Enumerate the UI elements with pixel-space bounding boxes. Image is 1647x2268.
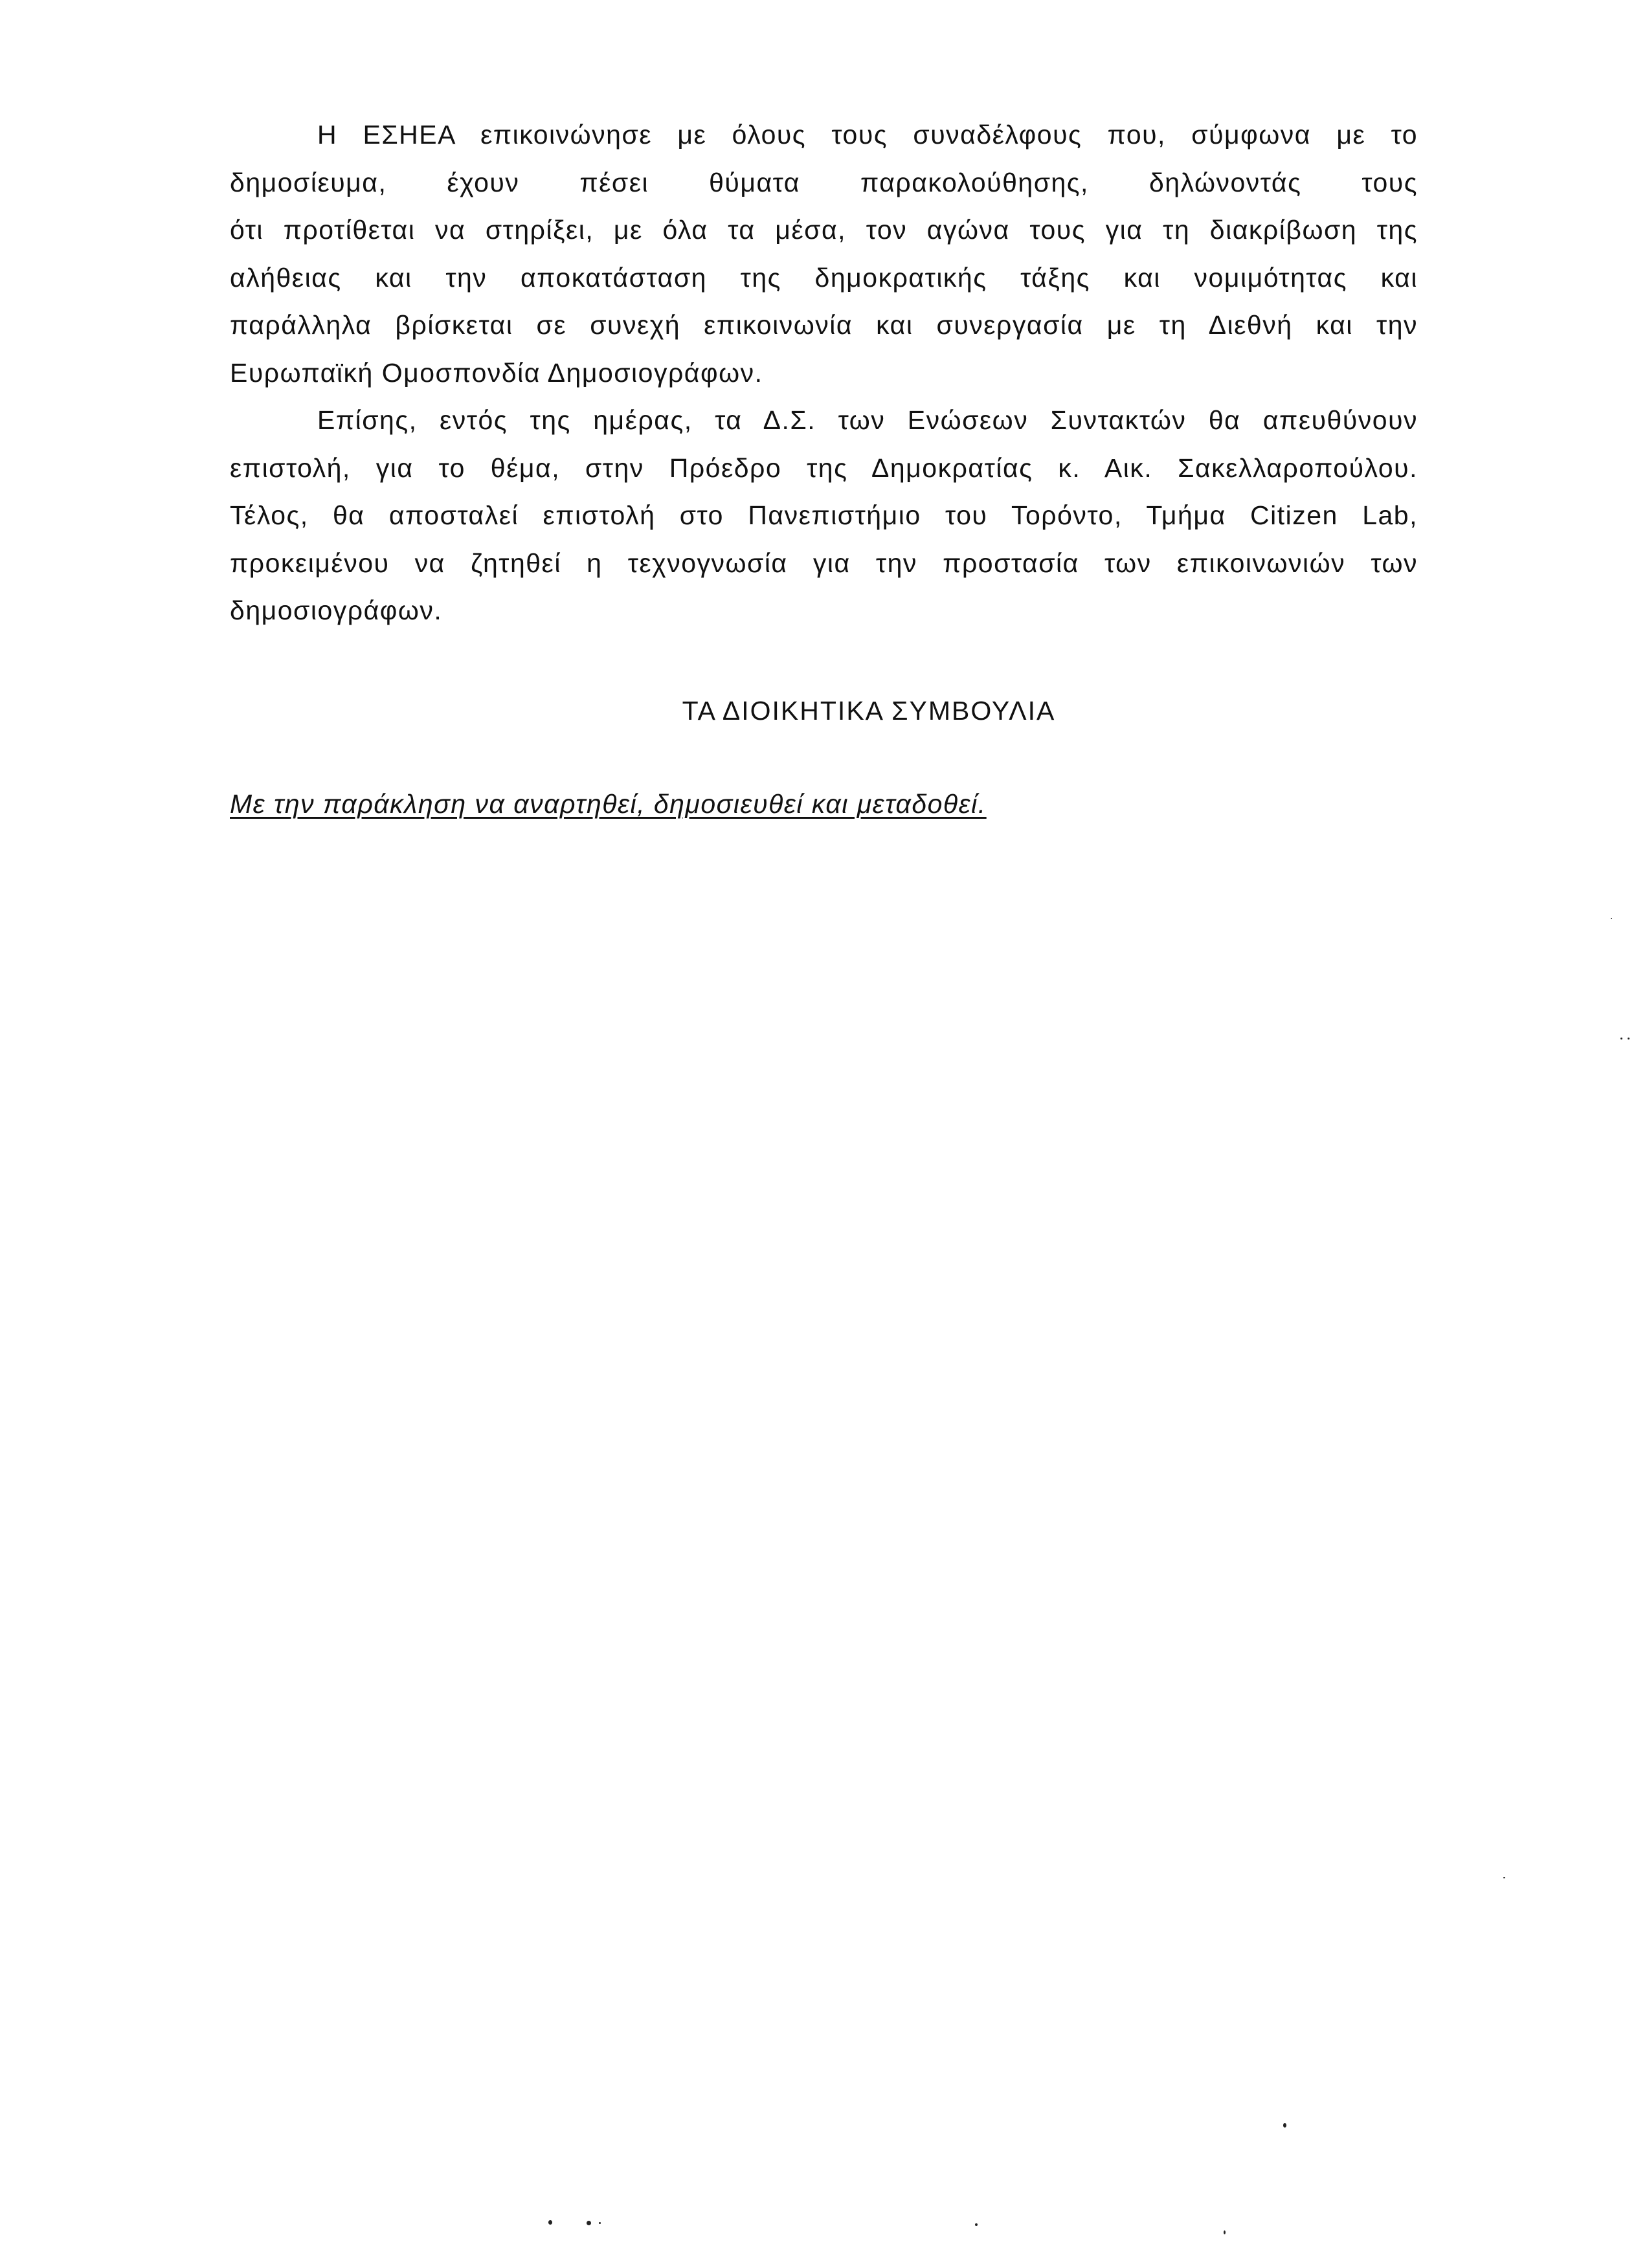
scan-speck	[1620, 1038, 1622, 1040]
text-line: επιστολή, για το θέμα, στην Πρόεδρο της Δημοκρατίας κ. Αικ. Σακελλαροπούλου.	[230, 452, 1418, 483]
text-line: ότι προτίθεται να στηρίξει, με όλα τα μέσα, τον αγώνα τους για τη διακρίβωση της	[230, 215, 1418, 245]
closing-note: Με την παράκληση να αναρτηθεί, δημοσιευθεί και μεταδοθεί.	[230, 789, 987, 819]
scan-speck	[1628, 1038, 1630, 1040]
text-line: Η ΕΣΗΕΑ επικοινώνησε με όλους τους συναδέλφους που, σύμφωνα με το	[317, 120, 1418, 150]
text-line: δημοσίευμα, έχουν πέσει θύματα παρακολούθησης, δηλώνοντάς τους	[230, 167, 1418, 197]
scan-speck	[548, 2220, 552, 2225]
scan-speck	[1224, 2230, 1226, 2234]
paragraph-1-line-5	[230, 302, 1418, 350]
text-line: Τέλος, θα αποσταλεί επιστολή στο Πανεπιστήμιο του Τορόντο, Τμήμα Citizen Lab,	[230, 500, 1418, 530]
paragraph-2-line-3	[230, 492, 1418, 540]
paragraph-1-line-6	[230, 350, 1418, 397]
scan-speck	[1283, 2123, 1286, 2128]
text-line: δημοσιογράφων.	[230, 595, 443, 625]
text-line: αλήθειας και την αποκατάσταση της δημοκρατικής τάξης και νομιμότητας και	[230, 262, 1418, 293]
signature-heading: ΤΑ ΔΙΟΙΚΗΤΙΚΑ ΣΥΜΒΟΥΛΙΑ	[682, 696, 1056, 726]
paragraph-1-line-2	[230, 159, 1418, 207]
paragraph-2-line-1	[230, 397, 1418, 445]
paragraph-1-line-4	[230, 254, 1418, 302]
scan-speck	[975, 2223, 978, 2226]
paragraph-1-line-3	[230, 206, 1418, 254]
scan-speck	[1503, 1877, 1505, 1878]
paragraph-2-line-4	[230, 540, 1418, 588]
scan-speck	[587, 2221, 591, 2225]
document-body	[230, 111, 1418, 635]
scan-speck	[1611, 918, 1612, 919]
text-line: προκειμένου να ζητηθεί η τεχνογνωσία για την προστασία των επικοινωνιών των	[230, 548, 1418, 578]
text-line: Ευρωπαϊκή Ομοσπονδία Δημοσιογράφων.	[230, 357, 763, 388]
paragraph-2-line-2	[230, 445, 1418, 493]
scan-speck	[599, 2222, 601, 2224]
text-line: Επίσης, εντός της ημέρας, τα Δ.Σ. των Ενώσεων Συντακτών θα απευθύνουν	[317, 405, 1418, 435]
paragraph-1-line-1	[230, 111, 1418, 159]
paragraph-2-line-5	[230, 587, 1418, 635]
text-line: παράλληλα βρίσκεται σε συνεχή επικοινωνία και συνεργασία με τη Διεθνή και την	[230, 310, 1418, 340]
